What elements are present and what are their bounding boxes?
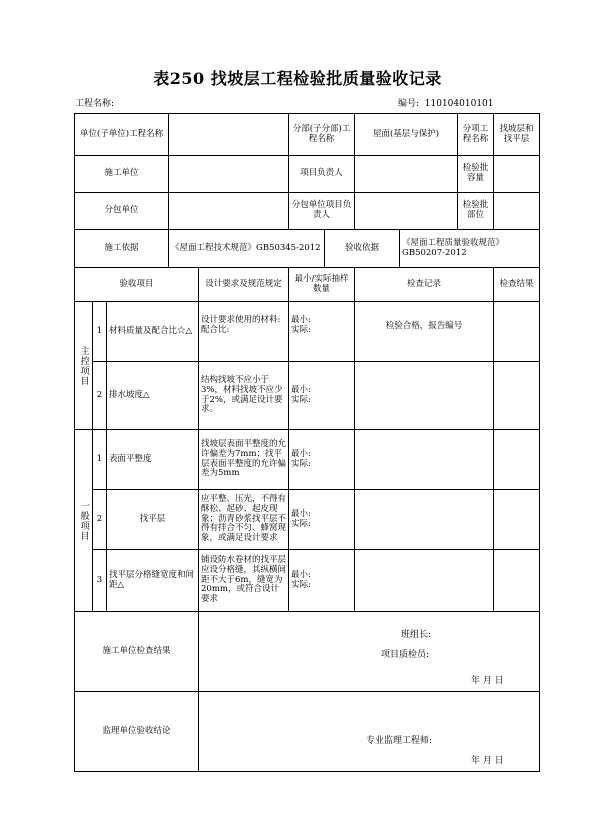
record-cell[interactable]: 检验合格，报告编号 <box>355 302 494 362</box>
supervision-row <box>75 692 540 772</box>
row-no: 1 <box>93 302 107 362</box>
col-design: 设计要求及规范规定 <box>199 268 289 302</box>
code-value: 110104010101 <box>424 99 494 109</box>
general-row-2 <box>75 490 540 550</box>
subitem-label: 分项工程名称 <box>458 114 494 156</box>
unit-label: 单位(子单位)工程名称 <box>75 114 169 156</box>
col-item: 验收项目 <box>75 268 199 302</box>
sub-pm-label: 分包单位项目负责人 <box>289 193 355 230</box>
general-label: 一般项目 <box>78 500 89 541</box>
sample-min: 最小: <box>291 448 311 459</box>
record-cell[interactable] <box>355 490 494 550</box>
record-cell[interactable] <box>355 430 494 490</box>
sample-actual: 实际: <box>291 324 311 335</box>
item-name: 表面平整度 <box>107 430 199 490</box>
item-name: 找平层 <box>107 490 199 550</box>
design-req: 设计要求使用的材料:配合比: <box>199 302 289 362</box>
sample-cell <box>289 490 355 550</box>
construction-check-label: 施工单位检查结果 <box>75 612 199 692</box>
design-req: 应平整、压光，不得有酥松、起砂、起皮现象；沥青砂浆找平层不得有拌合不匀、蜂窝现象，或满足设计要求 <box>199 490 289 550</box>
sample-min: 最小: <box>291 384 311 395</box>
row-no: 2 <box>93 362 107 430</box>
result-cell[interactable] <box>494 550 540 612</box>
col-record: 检查记录 <box>355 268 494 302</box>
result-cell[interactable] <box>494 430 540 490</box>
header-row-2 <box>75 156 540 193</box>
inspection-form-table <box>74 113 540 772</box>
design-req: 铺设防水卷材的找平层应设分格缝，其纵横间距不大于6m，缝宽为20mm，或符合设计要求 <box>199 550 289 612</box>
record-cell[interactable] <box>355 550 494 612</box>
sample-min: 最小: <box>291 569 311 580</box>
acceptance-basis-label: 验收依据 <box>325 230 400 268</box>
sample-min: 最小: <box>291 315 311 325</box>
constructor-label: 施工单位 <box>75 156 169 193</box>
sample-actual: 实际: <box>291 394 311 405</box>
quality-inspector-label: 项目质检员: <box>381 649 430 660</box>
sample-cell <box>289 362 355 430</box>
sub-pm-value-cell[interactable] <box>355 193 458 230</box>
pm-value-cell[interactable] <box>355 156 458 193</box>
basis-label: 施工依据 <box>75 230 169 268</box>
batch-location-value-cell[interactable] <box>494 193 540 230</box>
construction-check-cell[interactable] <box>199 612 540 692</box>
design-req: 找坡层表面平整度的允许偏差为7mm；找平层表面平整度的允许偏差为5mm <box>199 430 289 490</box>
general-row-3 <box>75 550 540 612</box>
subitem-value: 找坡层和找平层 <box>494 114 540 156</box>
subcontractor-label: 分包单位 <box>75 193 169 230</box>
col-sample: 最小/实际抽样数量 <box>289 268 355 302</box>
batch-capacity-label: 检验批容量 <box>458 156 494 193</box>
design-req: 结构找坡不应小于3%，材料找坡不应少于2%，或满足设计要求。 <box>199 362 289 430</box>
sample-actual: 实际: <box>291 579 311 590</box>
sample-min: 最小: <box>291 508 311 519</box>
item-name: 找平层分格缝宽度和间距△ <box>107 550 199 612</box>
construction-check-row <box>75 612 540 692</box>
result-cell[interactable] <box>494 490 540 550</box>
column-header-row <box>75 268 540 302</box>
code-label: 编号: <box>398 99 420 109</box>
supervision-date: 年 月 日 <box>471 755 504 766</box>
sample-cell <box>289 430 355 490</box>
row-no: 2 <box>93 490 107 550</box>
result-cell[interactable] <box>494 302 540 362</box>
acceptance-basis-value: 《屋面工程质量验收规范》GB50207-2012 <box>400 230 540 268</box>
batch-capacity-value-cell[interactable] <box>494 156 540 193</box>
team-leader-label: 班组长: <box>401 629 432 640</box>
item-name: 材料质量及配合比☆△ <box>107 302 199 362</box>
general-group <box>75 430 93 612</box>
code-field <box>398 96 494 109</box>
basis-value: 《屋面工程技术规范》GB50345-2012 <box>169 230 325 268</box>
supervision-engineer-label: 专业监理工程师: <box>366 735 433 746</box>
batch-location-label: 检验批部位 <box>458 193 494 230</box>
row-no: 1 <box>93 430 107 490</box>
main-row-2 <box>75 362 540 430</box>
sample-cell <box>289 302 355 362</box>
construction-date: 年 月 日 <box>471 675 504 686</box>
item-name: 排水坡度△ <box>107 362 199 430</box>
page-title: 表250 找坡层工程检验批质量验收记录 <box>153 69 442 88</box>
sample-actual: 实际: <box>291 458 311 469</box>
main-control-group <box>75 302 93 430</box>
pm-label: 项目负责人 <box>289 156 355 193</box>
main-row-1 <box>75 302 540 362</box>
project-name-label: 工程名称: <box>75 99 115 109</box>
supervision-cell[interactable] <box>199 692 540 772</box>
subcontractor-value-cell[interactable] <box>169 193 289 230</box>
record-cell[interactable] <box>355 362 494 430</box>
result-cell[interactable] <box>494 362 540 430</box>
unit-value-cell[interactable] <box>169 114 289 156</box>
main-control-label: 主控项目 <box>78 345 89 386</box>
row-no: 3 <box>93 550 107 612</box>
sample-actual: 实际: <box>291 518 311 529</box>
constructor-value-cell[interactable] <box>169 156 289 193</box>
header-row-1 <box>75 114 540 156</box>
header-row-4 <box>75 230 540 268</box>
supervision-label: 监理单位验收结论 <box>75 692 199 772</box>
sample-cell <box>289 550 355 612</box>
division-label: 分部(子分部)工程名称 <box>289 114 355 156</box>
header-row-3 <box>75 193 540 230</box>
col-result: 检查结果 <box>494 268 540 302</box>
general-row-1 <box>75 430 540 490</box>
division-value: 屋面(基层与保护) <box>355 114 458 156</box>
